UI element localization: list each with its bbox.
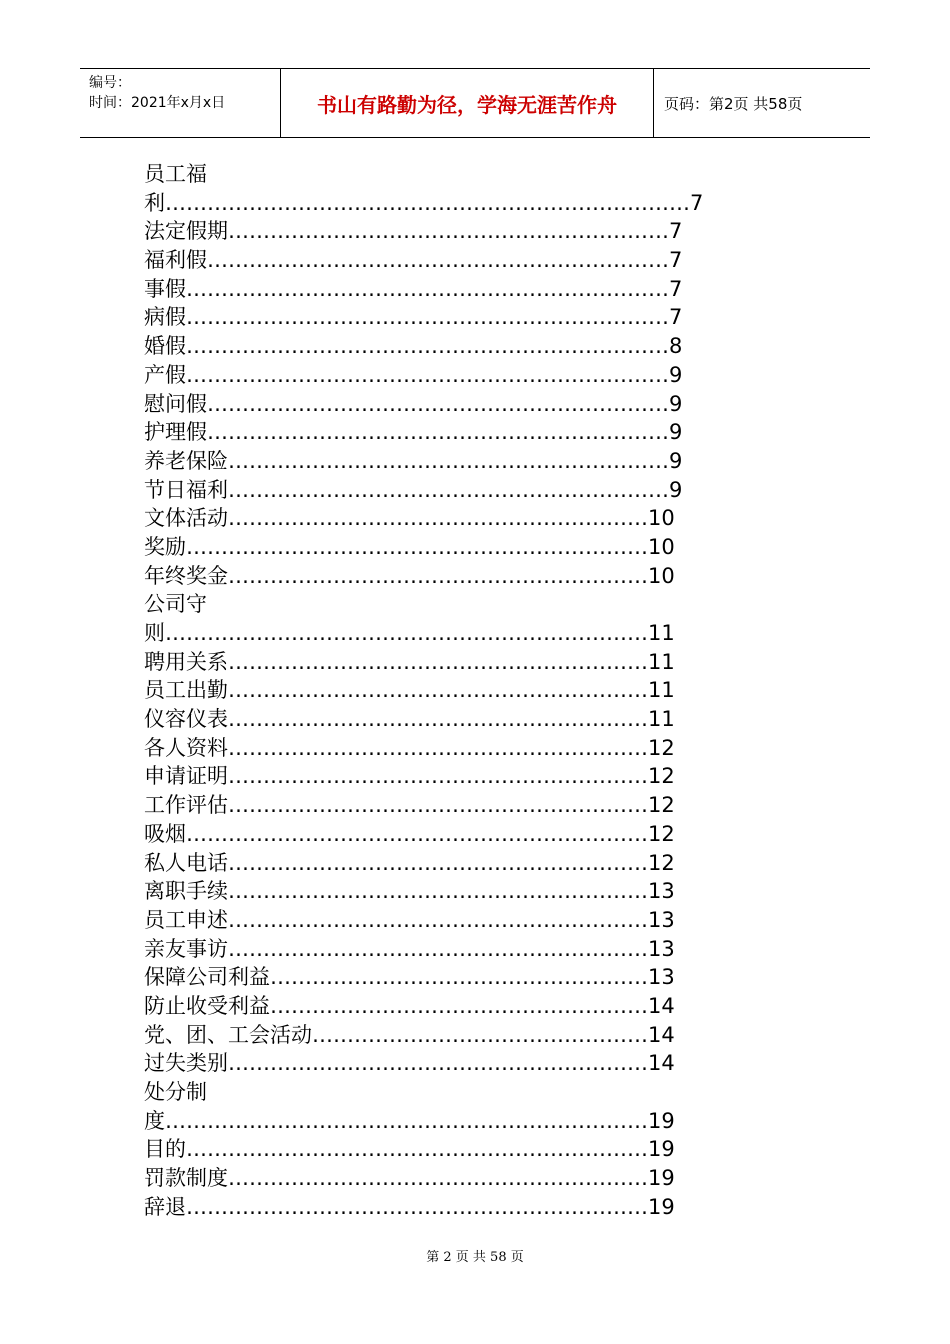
toc-line: 利…………………………………………………………………7 [144,190,704,215]
toc-line: 私人电话……………………………………………………12 [144,850,675,875]
toc-line: 文体活动……………………………………………………10 [144,506,675,531]
toc-line: 事假……………………………………………………………7 [144,276,683,301]
toc-line: 度……………………………………………………………19 [144,1108,675,1133]
toc-line: 聘用关系……………………………………………………11 [144,649,675,674]
header-left-cell [80,69,281,137]
serial-label: 编号： [89,75,131,91]
toc-line: 工作评估……………………………………………………12 [144,793,675,818]
toc-line: 养老保险………………………………………………………9 [144,448,683,473]
toc-line: 护理假…………………………………………………………9 [144,420,683,445]
toc-line: 员工福 [144,162,207,186]
toc-line: 福利假…………………………………………………………7 [144,248,683,273]
page-footer: 第 2 页 共 58 页 [426,1250,524,1265]
toc-line: 申请证明……………………………………………………12 [144,764,675,789]
toc-line: 罚款制度……………………………………………………19 [144,1166,675,1191]
toc-line: 法定假期………………………………………………………7 [144,219,683,244]
time-label: 时间：2021年x月x日 [89,95,226,111]
toc-line: 奖励…………………………………………………………10 [144,534,675,559]
toc-line: 公司守 [144,592,207,617]
toc-line: 病假……………………………………………………………7 [144,305,683,330]
toc-line: 防止收受利益………………………………………………14 [144,993,675,1018]
toc-line: 目的…………………………………………………………19 [144,1137,675,1162]
toc-line: 员工申述……………………………………………………13 [144,907,675,932]
toc-line: 各人资料……………………………………………………12 [144,735,675,760]
toc-line: 党、团、工会活动…………………………………………14 [144,1022,675,1047]
toc-line: 员工出勤……………………………………………………11 [144,678,675,703]
page-info: 页码：第2页 共58页 [664,94,803,113]
toc-line: 辞退…………………………………………………………19 [144,1194,675,1219]
toc-line: 婚假……………………………………………………………8 [144,334,683,359]
toc-line: 处分制 [144,1080,207,1104]
toc-line: 则……………………………………………………………11 [144,621,675,645]
toc-line: 仪容仪表……………………………………………………11 [144,707,675,732]
header-right-cell [654,69,870,137]
toc-line: 保障公司利益………………………………………………13 [144,965,675,990]
toc-line: 过失类别……………………………………………………14 [144,1051,675,1076]
toc-line: 产假……………………………………………………………9 [144,362,683,387]
toc-line: 节日福利………………………………………………………9 [144,477,683,502]
table-of-contents [144,160,703,1221]
header-motto: 书山有路勤为径，学海无涯苦作舟 [317,92,617,117]
toc-line: 慰问假…………………………………………………………9 [144,391,683,416]
toc-line: 年终奖金……………………………………………………10 [144,563,675,588]
header-motto-cell [281,69,654,137]
toc-line: 亲友事访……………………………………………………13 [144,936,675,961]
toc-line: 吸烟…………………………………………………………12 [144,821,675,846]
page-header [80,68,870,138]
toc-line: 离职手续……………………………………………………13 [144,879,675,904]
